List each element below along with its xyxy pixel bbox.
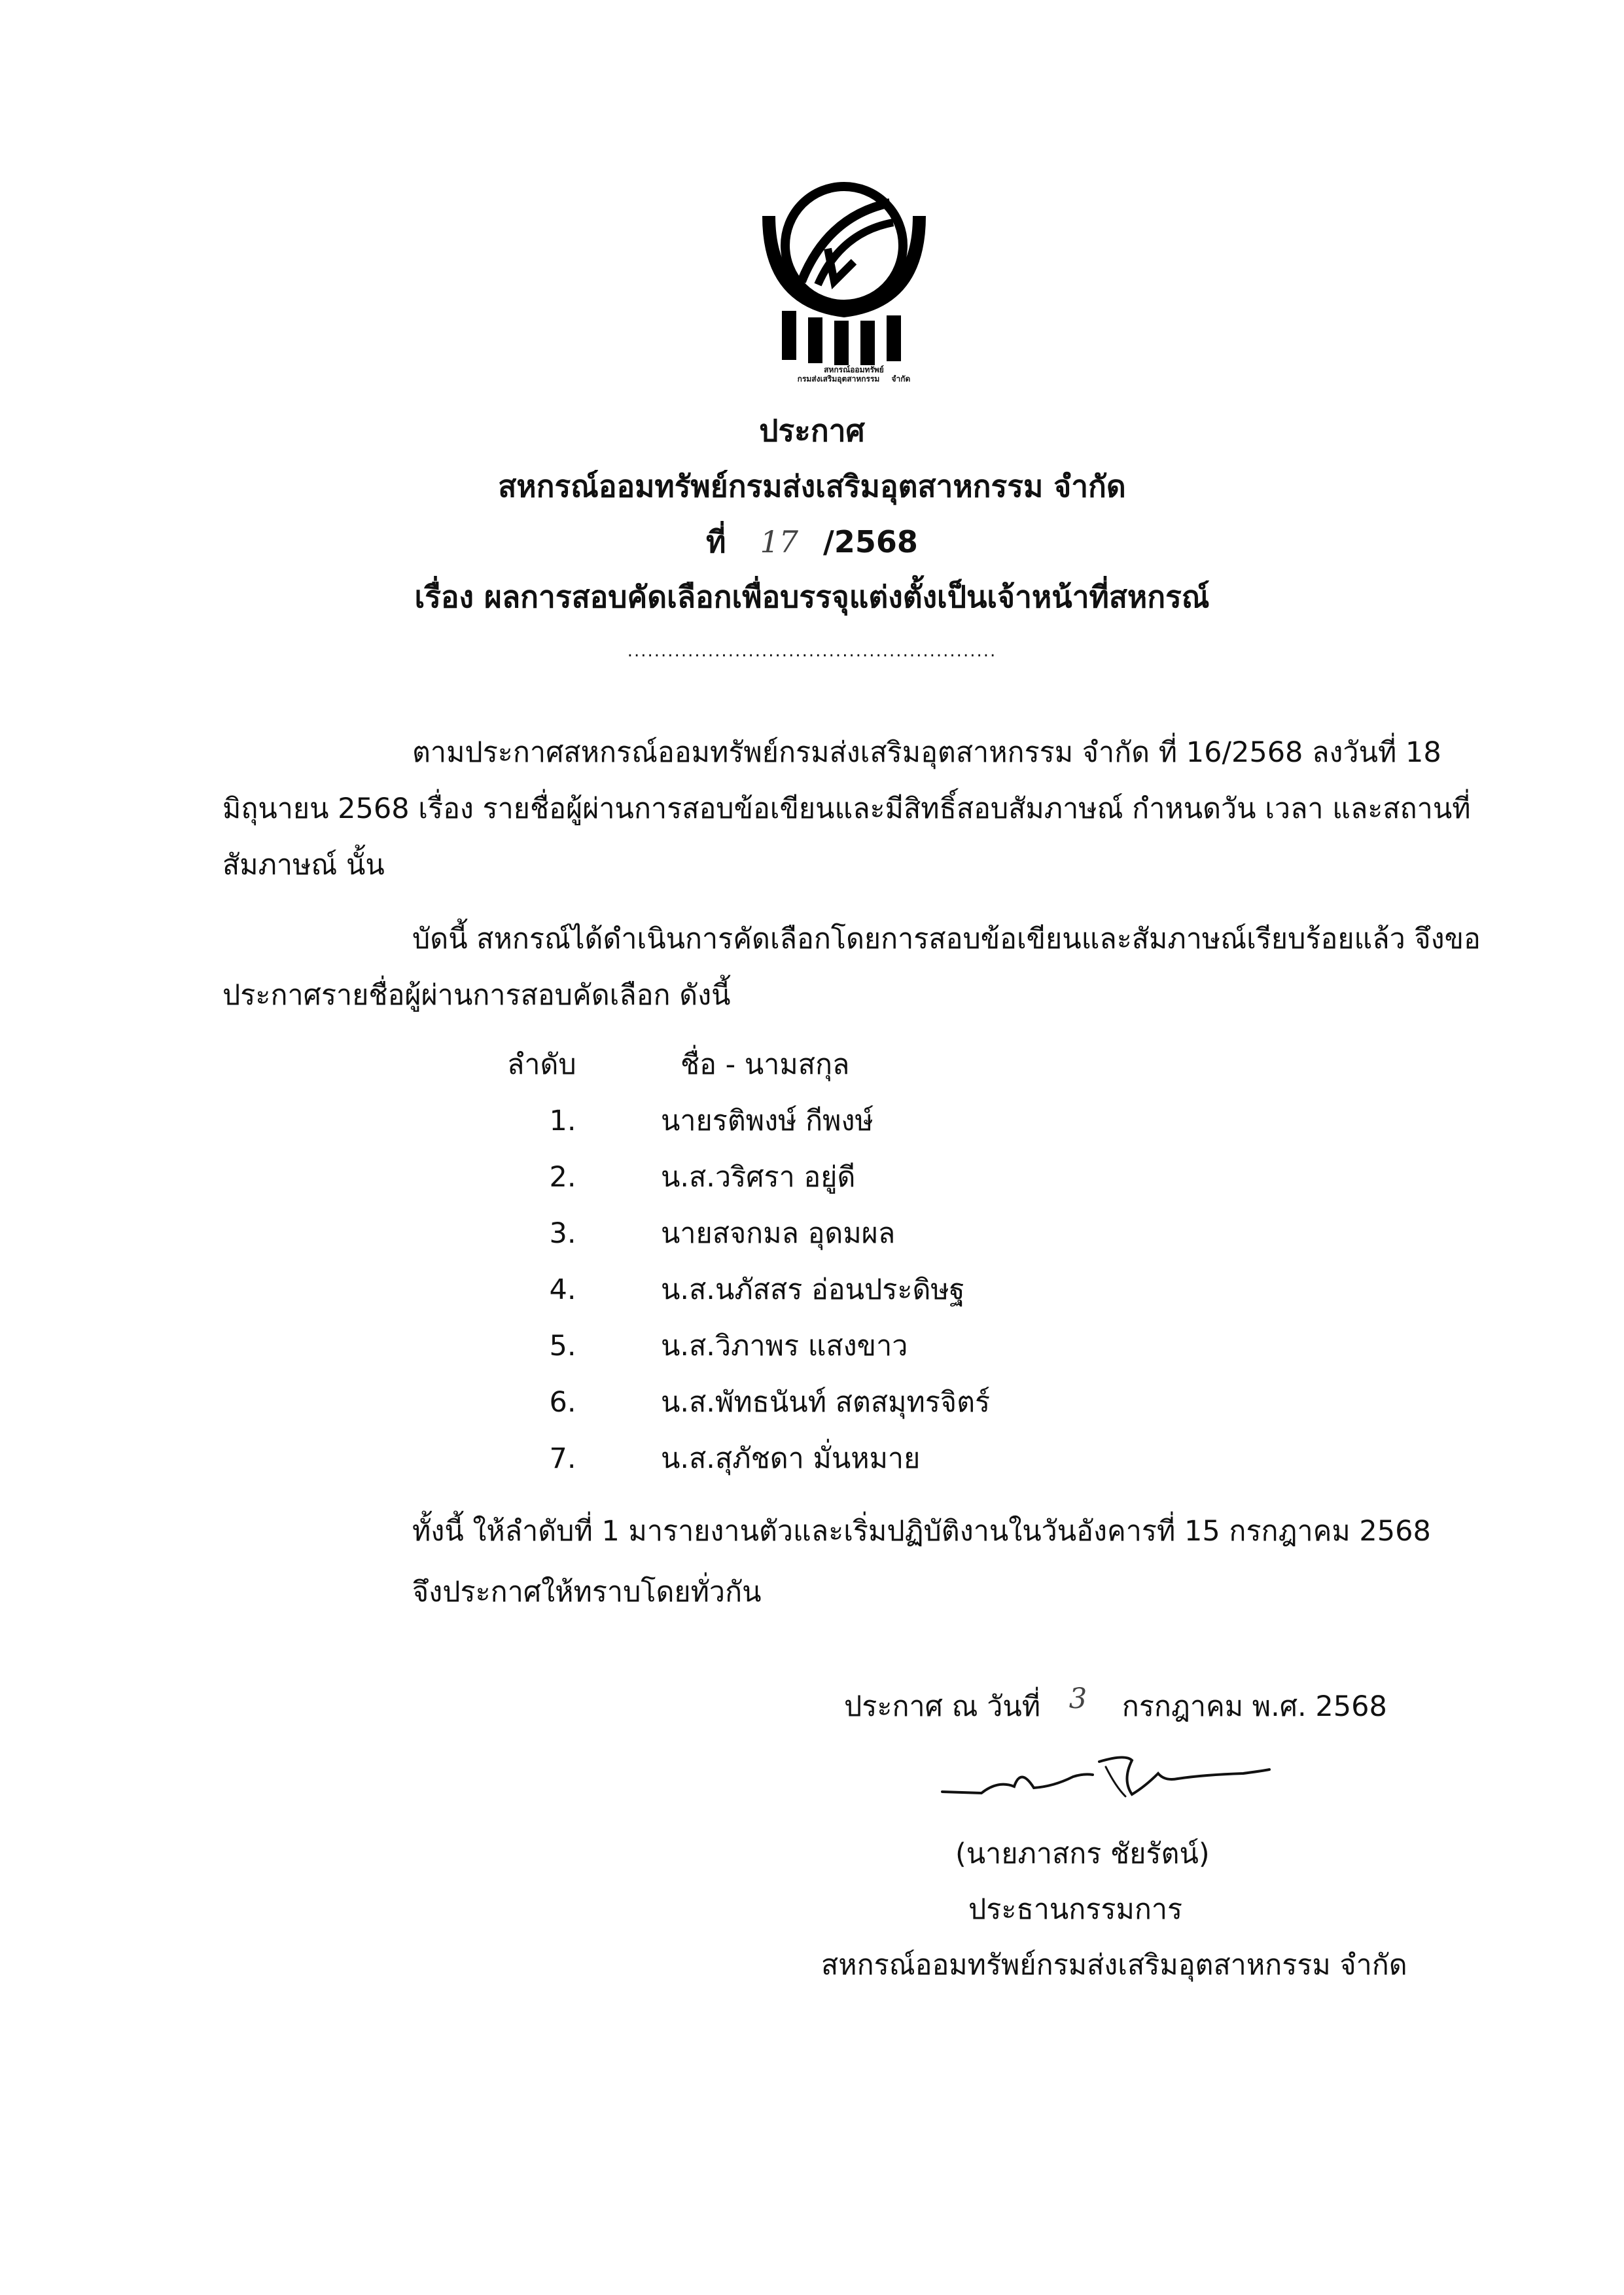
logo-caption-line2: กรมส่งเสริมอุตสาหกรรม (797, 374, 880, 383)
para1-line3: สัมภาษณ์ นั้น (222, 849, 385, 881)
number-suffix: /2568 (823, 524, 918, 560)
cooperative-emblem-icon (756, 177, 939, 373)
list-item-name: นายสจกมล อุดมผล (661, 1217, 896, 1250)
list-item-number: 2. (549, 1161, 576, 1194)
para1-line1: ตามประกาศสหกรณ์ออมทรัพย์กรมส่งเสริมอุตสาหกรรม จำกัด ที่ 16/2568 ลงวันที่ 18 (412, 736, 1441, 769)
list-header-order: ลำดับ (507, 1048, 576, 1081)
list-item-number: 6. (549, 1386, 576, 1419)
list-item-number: 3. (549, 1217, 576, 1250)
doc-type-title: ประกาศ (759, 413, 865, 448)
date-line (844, 1682, 1387, 1726)
cooperative-logo (756, 177, 939, 383)
date-suffix: กรกฎาคม พ.ศ. 2568 (1121, 1690, 1387, 1723)
number-prefix: ที่ (706, 524, 726, 560)
para2-line2: ประกาศรายชื่อผู้ผ่านการสอบคัดเลือก ดังนี้ (222, 979, 731, 1012)
list-header-name: ชื่อ - นามสกุล (680, 1048, 850, 1081)
list-item-number: 1. (549, 1105, 576, 1137)
announcement-number (0, 522, 1624, 561)
number-handwritten: 17 (760, 524, 799, 560)
list-item-name: น.ส.วิภาพร แสงขาว (661, 1330, 908, 1362)
list-item-name: น.ส.วริศรา อยู่ดี (661, 1161, 856, 1194)
organization-title: สหกรณ์ออมทรัพย์กรมส่งเสริมอุตสาหกรรม จำกัด (498, 469, 1126, 504)
list-item-name: น.ส.สุภัชดา มั่นหมาย (661, 1442, 921, 1475)
list-item-name: น.ส.นภัสสร อ่อนประดิษฐ (661, 1273, 965, 1306)
date-prefix: ประกาศ ณ วันที่ (844, 1690, 1041, 1723)
list-item-name: นายรติพงษ์ กีพงษ์ (661, 1105, 874, 1137)
logo-caption (746, 365, 962, 383)
list-item-number: 5. (549, 1330, 576, 1362)
signatory-name: (นายภาสกร ชัยรัตน์) (955, 1838, 1210, 1870)
handwritten-signature (936, 1741, 1276, 1819)
para2-line1: บัดนี้ สหกรณ์ได้ดำเนินการคัดเลือกโดยการสอบข้อเขียนและสัมภาษณ์เรียบร้อยแล้ว จึงขอ (412, 923, 1481, 955)
list-item-number: 7. (549, 1442, 576, 1475)
closing-line1: ทั้งนี้ ให้ลำดับที่ 1 มารายงานตัวและเริ่มปฏิบัติงานในวันอังคารที่ 15 กรกฎาคม 2568 (412, 1515, 1431, 1548)
logo-caption-suffix: จำกัด (891, 374, 911, 383)
signature-icon (936, 1741, 1276, 1819)
date-day-handwritten: 3 (1068, 1682, 1087, 1715)
header-divider: ....................................................... (627, 641, 997, 661)
logo-caption-line2-wrap (746, 374, 962, 383)
list-item-number: 4. (549, 1273, 576, 1306)
para1-line2: มิถุนายน 2568 เรื่อง รายชื่อผู้ผ่านการสอบข้อเขียนและมีสิทธิ์สอบสัมภาษณ์ กำหนดวัน เวลา และสถานที่ (222, 792, 1471, 825)
signatory-organization: สหกรณ์ออมทรัพย์กรมส่งเสริมอุตสาหกรรม จำกัด (821, 1949, 1407, 1982)
subject-line: เรื่อง ผลการสอบคัดเลือกเพื่อบรรจุแต่งตั้งเป็นเจ้าหน้าที่สหกรณ์ (414, 579, 1210, 614)
logo-caption-line1: สหกรณ์ออมทรัพย์ (824, 365, 884, 374)
list-item-name: น.ส.พัทธนันท์ สตสมุทรจิตร์ (661, 1386, 991, 1419)
closing-line2: จึงประกาศให้ทราบโดยทั่วกัน (412, 1576, 762, 1609)
signatory-position: ประธานกรรมการ (968, 1893, 1183, 1926)
